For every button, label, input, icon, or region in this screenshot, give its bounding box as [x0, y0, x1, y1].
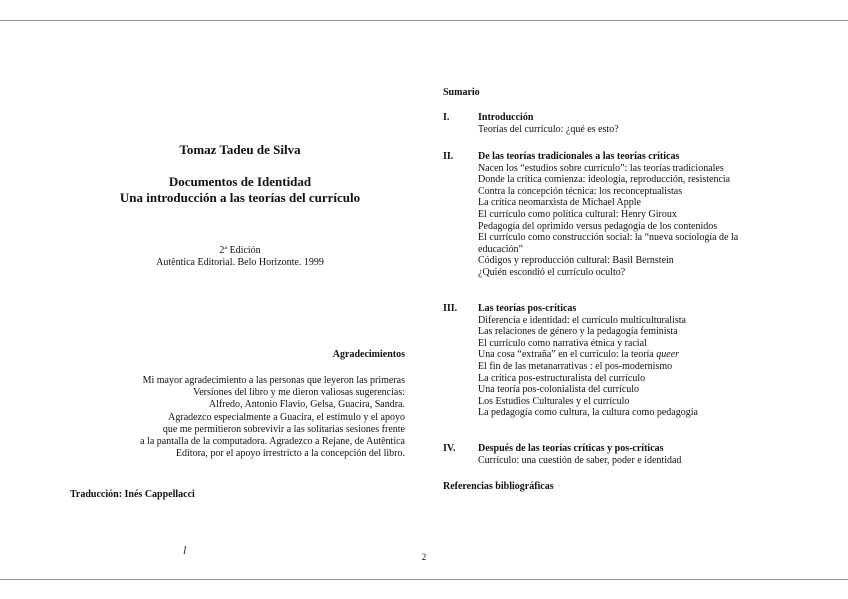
section-item: Contra la concepción técnica: los reconceptualistas — [478, 185, 683, 197]
ack-line: Mi mayor agradecimiento a las personas que leyeron las primeras — [142, 375, 405, 386]
page-bottom-border — [0, 579, 848, 580]
section-item: Los Estudios Culturales y el currículo — [478, 395, 630, 407]
section-number: II. — [443, 151, 454, 162]
page-number: 2 — [421, 552, 427, 562]
section-item: El currículo como construcción social: la “nueva sociología de la — [478, 232, 739, 244]
author-name: Tomaz Tadeu de Silva — [179, 142, 301, 157]
section-item: El currículo como política cultural: Henry Giroux — [478, 208, 677, 220]
section-item: Donde la crítica comienza: ideología, reproducción, resistencia — [478, 174, 731, 186]
section-item: Códigos y reproducción cultural: Basil Bernstein — [478, 255, 674, 267]
ack-line: Versiones del libro y me dieron valiosas sugerencias: — [193, 387, 405, 399]
summary-section-3 — [443, 303, 788, 419]
references-heading: Referencias bibliográficas — [443, 481, 554, 492]
translation-credit: Traducción: Inés Cappellacci — [70, 489, 195, 500]
summary-section-2 — [443, 151, 788, 279]
section-item: Nacen los “estudios sobre currículo”: las teorías tradicionales — [478, 162, 724, 174]
section-title: Introducción — [478, 112, 534, 123]
section-item: Diferencia e identidad: el currículo multiculturalista — [478, 314, 686, 326]
section-item: La pedagogía como cultura, la cultura como pedagogía — [478, 407, 698, 419]
section-item: El currículo como narrativa étnica y racial — [478, 337, 647, 349]
ack-line: que me permitieron sobrevivir a las solitarias sesiones frente — [162, 423, 405, 435]
section-item: educación” — [478, 243, 523, 255]
book-subtitle-line: Una introducción a las teorías del currículo — [119, 190, 361, 205]
section-title: Después de las teorías críticas y pos-críticas — [478, 443, 664, 454]
page-top-border — [0, 20, 848, 21]
section-item: El fin de las metanarrativas : el pos-modernismo — [478, 360, 673, 372]
book-title — [70, 174, 410, 206]
section-item: La crítica neomarxista de Michael Apple — [478, 197, 641, 209]
section-title: Las teorías pos-críticas — [478, 303, 577, 314]
section-item: Teorías del currículo: ¿qué es esto? — [478, 123, 619, 135]
section-item: Pedagogía del oprimido versus pedagogía de los contenidos — [478, 220, 718, 232]
acknowledgements-text — [60, 375, 405, 460]
ack-line: a la pantalla de la computadora. Agradezco a Rejane, de Autêntica — [140, 436, 405, 448]
section-title: De las teorías tradicionales a las teorías críticas — [478, 151, 680, 162]
summary-heading: Sumario — [443, 87, 480, 98]
summary-section-1 — [443, 112, 788, 135]
handwritten-mark: l — [183, 543, 187, 557]
ack-line: Editora, por el apoyo irrestricto a la concepción del libro. — [175, 448, 405, 460]
book-title-line: Documentos de Identidad — [168, 174, 312, 189]
edition-info — [100, 245, 380, 269]
ack-line: Alfredo, Antonio Flavio, Gelsa, Guacira, Sandra. — [208, 399, 405, 411]
edition-number: 2ª Edición — [219, 245, 261, 256]
section-item: Una cosa “extraña” en el currículo: la teoría queer — [478, 349, 680, 361]
section-number: IV. — [443, 443, 456, 454]
section-item: ¿Quién escondió el currículo oculto? — [478, 266, 626, 278]
publisher-info: Autêntica Editorial. Belo Horizonte. 1999 — [156, 257, 324, 268]
section-item: Currículo: una cuestión de saber, poder e identidad — [478, 454, 682, 466]
summary-section-4 — [443, 443, 788, 466]
acknowledgements-heading: Agradecimientos — [332, 349, 405, 360]
section-item: La crítica pos-estructuralista del currículo — [478, 372, 646, 384]
ack-line: Agradezco especialmente a Guacira, el estímulo y el apoyo — [168, 411, 405, 423]
section-number: I. — [443, 112, 450, 123]
section-item: Una teoría pos-colonialista del currículo — [478, 384, 640, 396]
section-item: Las relaciones de género y la pedagogía feminista — [478, 326, 678, 338]
section-number: III. — [443, 303, 458, 314]
